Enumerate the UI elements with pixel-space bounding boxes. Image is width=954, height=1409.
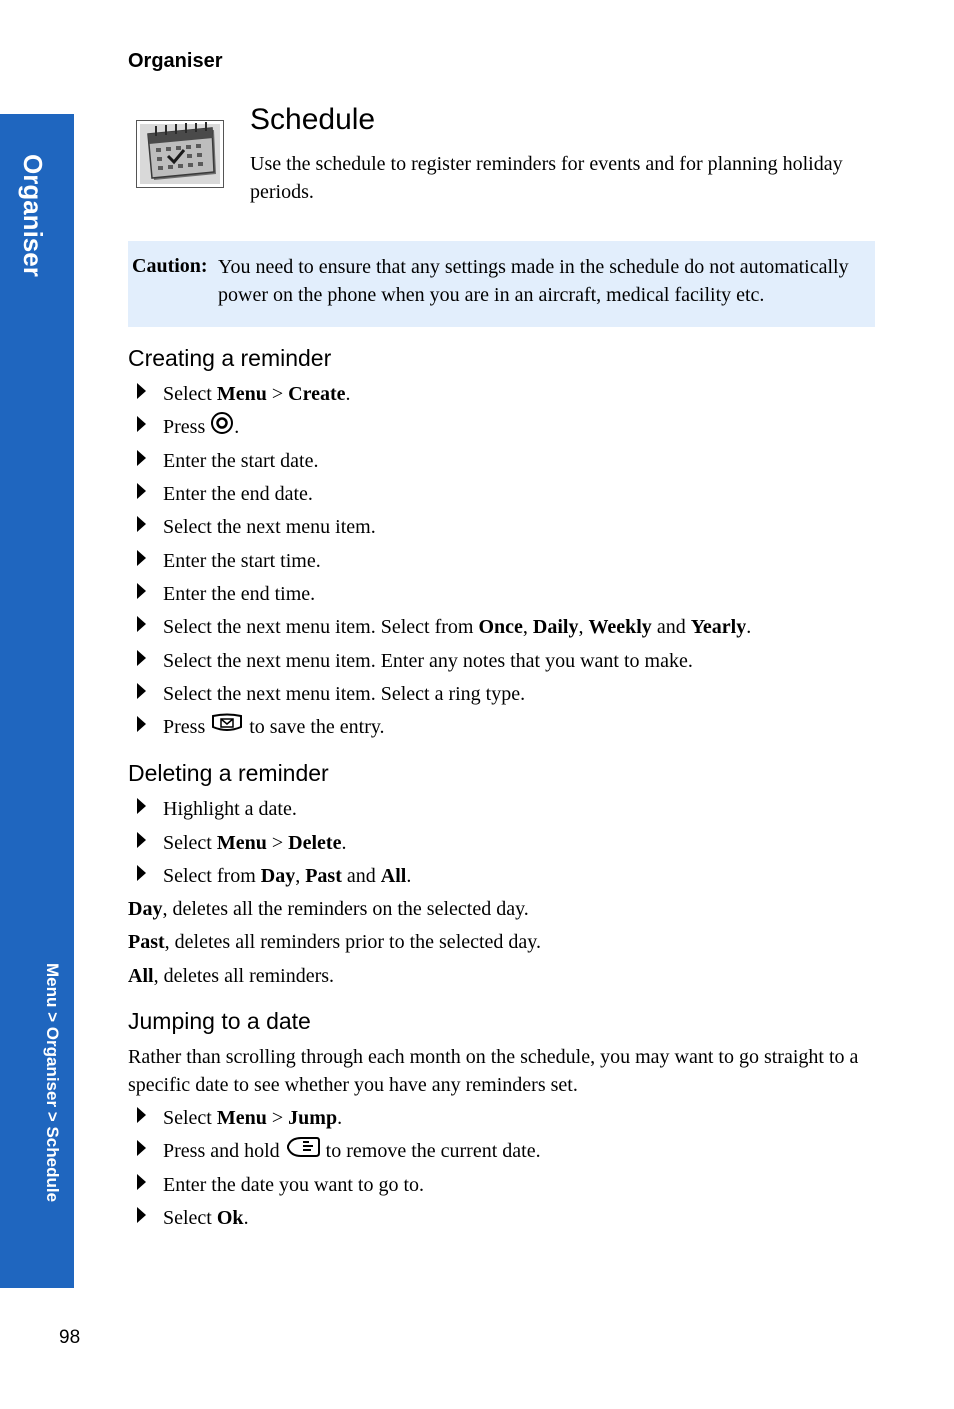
intro-paragraph: Use the schedule to register reminders for events and for planning holiday periods. <box>250 153 843 203</box>
list-item: Highlight a date. <box>137 795 297 823</box>
list-item: Press and hold to remove the current date. <box>137 1137 541 1165</box>
envelope-softkey-icon <box>210 713 244 733</box>
list-item: Press to save the entry. <box>137 713 385 741</box>
navigation-key-icon <box>210 412 234 434</box>
list-item: Enter the end time. <box>137 580 315 608</box>
triangle-bullet-icon <box>137 516 146 532</box>
list-item: Enter the end date. <box>137 480 313 508</box>
caution-label: Caution: <box>132 255 208 277</box>
clear-key-icon <box>285 1136 321 1158</box>
list-item: Select the next menu item. Enter any notes that you want to make. <box>137 647 693 675</box>
triangle-bullet-icon <box>137 583 146 599</box>
list-item: Select Ok. <box>137 1204 249 1232</box>
page-title: Schedule <box>250 103 376 136</box>
side-tab <box>0 114 74 1288</box>
list-item: Select Menu > Delete. <box>137 829 346 857</box>
triangle-bullet-icon <box>137 550 146 566</box>
list-item: Enter the start time. <box>137 547 321 575</box>
triangle-bullet-icon <box>137 650 146 666</box>
page-number: 98 <box>59 1327 81 1348</box>
triangle-bullet-icon <box>137 616 146 632</box>
triangle-bullet-icon <box>137 1107 146 1123</box>
list-item: Enter the date you want to go to. <box>137 1171 424 1199</box>
note-day: Day, deletes all the reminders on the selected day. <box>128 898 529 920</box>
triangle-bullet-icon <box>137 865 146 881</box>
list-item: Press . <box>137 413 239 441</box>
caution-box <box>128 241 875 327</box>
section-heading-creating: Creating a reminder <box>128 345 332 371</box>
section-header: Organiser <box>128 50 223 72</box>
caution-text: You need to ensure that any settings made in the schedule do not automatically power on the phone when you are in an aircraft, medical facility etc. <box>218 256 849 306</box>
triangle-bullet-icon <box>137 1174 146 1190</box>
section-heading-deleting: Deleting a reminder <box>128 760 329 786</box>
jumping-intro: Rather than scrolling through each month on the schedule, you may want to go straight to a specific date to see whether you have any reminders set. <box>128 1046 859 1096</box>
list-item: Select Menu > Jump. <box>137 1104 342 1132</box>
calendar-icon <box>136 120 224 188</box>
note-all: All, deletes all reminders. <box>128 965 335 987</box>
triangle-bullet-icon <box>137 683 146 699</box>
list-item: Select the next menu item. Select from Once, Daily, Weekly and Yearly. <box>137 613 751 641</box>
list-item: Select the next menu item. Select a ring type. <box>137 680 525 708</box>
list-item: Select Menu > Create. <box>137 380 351 408</box>
triangle-bullet-icon <box>137 1207 146 1223</box>
triangle-bullet-icon <box>137 483 146 499</box>
triangle-bullet-icon <box>137 798 146 814</box>
triangle-bullet-icon <box>137 416 146 432</box>
triangle-bullet-icon <box>137 450 146 466</box>
list-item: Select the next menu item. <box>137 513 376 541</box>
section-heading-jumping: Jumping to a date <box>128 1008 311 1034</box>
triangle-bullet-icon <box>137 716 146 732</box>
list-item: Enter the start date. <box>137 447 319 475</box>
triangle-bullet-icon <box>137 383 146 399</box>
list-item: Select from Day, Past and All. <box>137 862 411 890</box>
triangle-bullet-icon <box>137 1140 146 1156</box>
triangle-bullet-icon <box>137 832 146 848</box>
note-past: Past, deletes all reminders prior to the selected day. <box>128 931 542 953</box>
